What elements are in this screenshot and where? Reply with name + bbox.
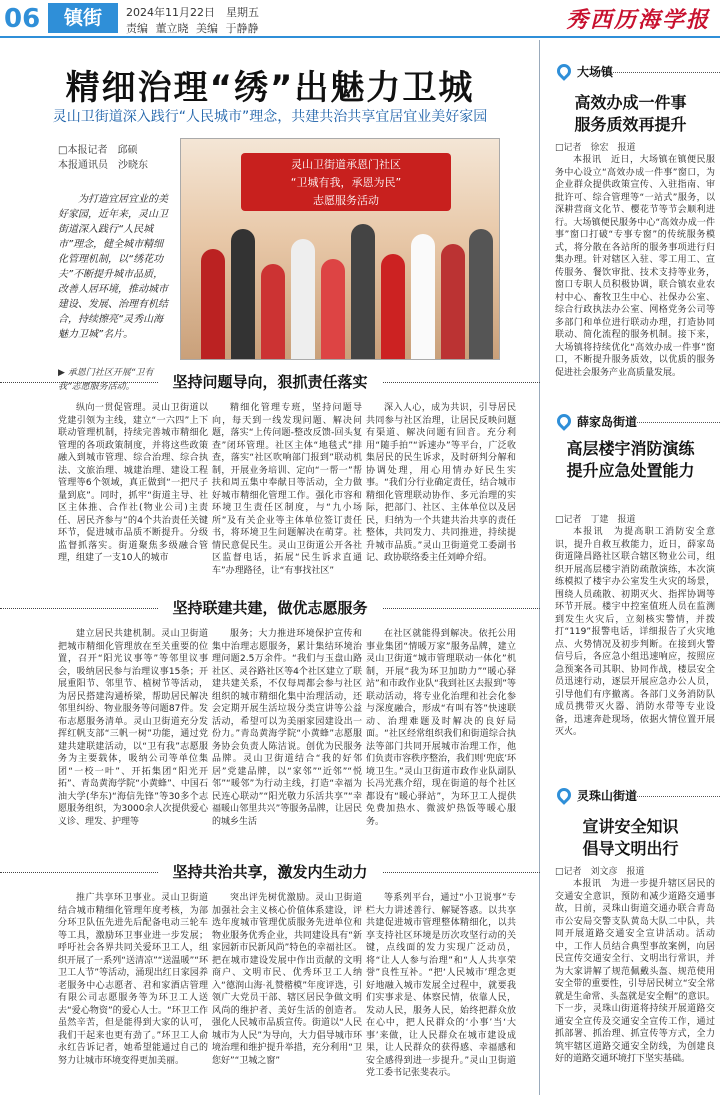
article-intro: 为打造宜居宜业的美好家园，近年来，灵山卫街道深入践行“人民城市”理念，健全城市精细化管理机制，以“绣花功夫”不断提升城市品质，改善人居环境，推动城市建设、发展、治理有机结合，持续擦亮“灵秀山海 魅力卫城”名片。 xyxy=(58,194,174,340)
side-title-3: 宣讲安全知识 倡导文明出行 xyxy=(582,817,679,858)
article-subtitle: 灵山卫街道深入践行“人民城市”理念，共建共治共享宜居宜业美好家园 xyxy=(52,109,488,125)
location-pin-icon xyxy=(554,411,574,431)
side-byline-3: □记者 刘文彦 报道 xyxy=(555,867,645,877)
section-heading-2: 坚持联建共建，做优志愿服务 xyxy=(0,596,540,620)
sec1-column-2: 精细化管理专班，坚持问题导向，每天到一线发现问题、解决问题，落实“上传问题-整改反馈-回头复查”闭环管理。社区主体“地毯式”排查，落实“社区吹响部门报到”联动机制，开展业务培训、定向“一帮一”帮扶和周五集中奉献日等活动，全力做好城市精细化管理工作。强化市容和环境卫生责任区制度，与“九小场所”及有关企业等主体单位签订责任书，将环境卫生问题解决在萌芽。社情民意促民生。灵山卫街道公开各社区监督电话，拓展“民生诉求直通车”办理路径，让“有事找社区” xyxy=(212,403,362,576)
sec3-column-2: 突出评先树优激励。灵山卫街道加强社会主义核心价值体系建设，评选年度城市管理优质服务先进单位和物业服务优秀企业，共同建设具有“新家园新市民新风尚”特色的幸福社区。把在城市建设发展中作出贡献的文明商户、文明市民、优秀环卫工人纳入“德润山海·礼赞楷模”年度评选，引领广大党员干部、辖区居民争做文明风尚的维护者、美好生活的创造者。强化人民城市品质宣传。街道以“人民城市为人民”为导向，大力倡导城市环境治理和维护提升举措，充分利用“卫您好”“卫城之窗” xyxy=(212,893,362,1066)
sec1-column-3: 深入人心，成为共识，引导居民共同参与社区治理，让居民反映问题有渠道、解决问题有回音。充分利用“随手拍”“诉速办”等平台，广泛收集居民的民生诉求，及时研判分解和协调处理，用心用情办好民生实事。“我们分行业确定责任，结合城市精细化管理联动协作、多元治理的实际，把部门、社区、主体单位以及居民，归纳为一个共建共治共享的责任整体，共同发力、共同推进，持续提升城市品质。”灵山卫街道党工委副书记、政协联络委主任刘峥介绍。 xyxy=(366,403,516,563)
sec2-column-2: 服务；大力推进环境保护宣传和集中治理志愿服务，累计集结环境治理问题2.5万余件。“我们与玉盘山路社区、灵谷路社区等4个社区建立了联建共建关系，不仅每周都会参与社区组织的城市精细化集中治理活动，还会定期开展生活垃圾分类宣讲等公益活动，希望可以为美丽家园建设出一份力。”青岛黄海学院“小黄蜂”志愿服务协会负责人陈洁说。创优为民服务品牌。灵山卫街道结合“我的好邻居”党建品牌，以“家邻”“近邻”“悦邻”“暖邻”为行动主线，打造“幸福为民连心联动”“阳光敬力乐活共享”“幸福暖山邻里共兴”等服务品牌，让居民的城乡生活 xyxy=(212,629,362,827)
section-heading-1: 坚持问题导向，狠抓责任落实 xyxy=(0,370,540,394)
article-byline xyxy=(58,143,148,173)
side-location-1: 大场镇 xyxy=(541,62,720,84)
byline-reporter: □本报记者 邱硕 xyxy=(58,145,138,156)
side-body-3: 本报讯 为进一步提升辖区居民的交通安全意识，预防和减少道路交通事故，日前，灵珠山街道交通办联合青岛市公安局交警支队黄岛大队二中队，共同开展道路交通安全宣讲活动。活动中，工作人员结合典型事故案例，向居民宣传交通安全行、文明出行常识，并为大家讲解了规范佩戴头盔、规范使用安全带的重要性，引导居民树立“安全常就是生命常、头盔就是安全帽”的意识。下一步，灵珠山街道将持续开展道路交通安全宣传及交通安全宣传工作，通过抓部署、抓治理、抓宣传等方式，全力筑牢辖区道路交通安全防线，为创建良好的道路交通环境打下坚实基础。 xyxy=(555,879,715,1064)
side-title-2: 高层楼宇消防演练 提升应急处置能力 xyxy=(566,439,695,480)
section-heading-3: 坚持共治共享，激发内生动力 xyxy=(0,860,540,884)
photo-banner: 灵山卫街道承恩门社区 “卫城有我，承恩为民” 志愿服务活动 xyxy=(241,153,451,211)
location-pin-icon xyxy=(554,61,574,81)
sec2-column-3: 在社区就能得到解决。依托公用事业集团“情暖万家”服务品牌，建立灵山卫街道“城市管理联动一体化”机制，开展“我为环卫加助力”“暖心驿站”和市政作业队“我到社区去报到”等联动活动，将专业化治理和社会化参与深度融合，形成“有叫有答”快速联动、治理难题及时解决的良好局面。“社区经常组织我们和街道综合执法等部门共同开展城市治理工作，他们负责市容秩序整治，我们则‘兜底’环境卫生。”灵山卫街道市政作业队副队长冯光燕介绍，现在街道的每个社区都设有“暖心驿站”，为环卫工人提供免费加热水、微波炉热饭等暖心服务。 xyxy=(366,629,516,827)
side-location-2: 薛家岛街道 xyxy=(541,412,720,434)
photo-caption: ▶ 承恩门社区开展“卫有我”志愿服务活动。 xyxy=(58,368,154,392)
article-title: 精细治理“绣”出魅力卫城 xyxy=(65,68,475,108)
side-body-1: 本报讯 近日，大场镇在镇便民服务中心设立“高效办成一件事”窗口，为企业群众提供政策宣传、入驻指南、审批许可、综合管理等“一站式”服务，以深耕营商文化节、樱花节等节会顺利进行。大场镇便民服务中心“高效办成一件事”窗口打破“专事专窗”的传统服务模式，将分散在各站所的服务事项进行归集办理。针对辖区入驻、零工用工、宣传服务、餐饮审批、技术支持等业务，窗口专职人员积极协调，联合镇农业农村中心、畜牧卫生中心、社保办公室、综合行政执法办公室、网格党务公司等多部门和单位进行联动办理，打造协同联动、简化流程的服务机制。接下来，大场镇将持续优化“高效办成一件事”窗口，不断提升服务质效，以优质的服务促进社会服务产业高质量发展。 xyxy=(555,155,715,378)
main-article xyxy=(0,40,540,1095)
page-header xyxy=(0,0,720,38)
editor-credits: 责编 董立晓 美编 于静静 xyxy=(126,22,259,35)
sidebar-news xyxy=(541,40,720,1095)
section-label: 镇街 xyxy=(48,3,118,33)
newspaper-brand: 秀西历海学报 xyxy=(565,7,710,33)
byline-correspondent: 本报通讯员 沙晓东 xyxy=(58,160,148,171)
page-number: 06 xyxy=(4,4,41,34)
sec3-column-3: 等系列平台，通过“小卫说事”专栏大力讲述善行、解疑答惑。以共享共建促进城市管理整体精细化，以共享支持社区环境是历次攻坚行动的关键，点线面的发力实现广泛动员，将“让人人参与治理”和“人人共享荣誉”良性互补。“把‘人民城市’理念更好地融入城市发展全过程中，就要我们实事求是、体察民情，依靠人民，发动人民，服务人民，始终把群众放在心中，把人民群众的‘小事’当‘大事’来做，让人民群众在城市建设成果，让人民群众的获得感、幸福感和安全感得到进一步提升。”灵山卫街道党工委书记张斐表示。 xyxy=(366,893,516,1078)
volunteer-group-photo xyxy=(180,138,500,360)
side-location-3: 灵珠山街道 xyxy=(541,786,720,808)
side-body-2: 本报讯 为提高职工消防安全意识，提升自救互救能力，近日，薛家岛街道隆昌路社区联合辖区物业公司，组织开展高层楼宇消防疏散演练，本次演练模拟了楼宇办公室发生火灾的场景，围绕人员疏散、初期灭火、指挥协调等环节开展。楼宇中控室值班人员在监测到发生火灾后，立刻核实警情，并拨打“119”报警电话，详细报告了火灾地点、火势情况及初步判断。在接到火警信号后，各应急小组迅速响应，按照应急预案各司其职、协同作战，楼层安全员迅速行动，逐层开展应急办公人员，引导他们有序撤离。各部门义务消防队成员携带灭火器、消防水带等专业设备，迅速奔赴现场，依据火情位置开展灭火。 xyxy=(555,527,715,737)
issue-date: 2024年11月22日 星期五 xyxy=(126,6,259,19)
side-title-1: 高效办成一件事 服务质效再提升 xyxy=(574,93,687,134)
side-byline-2: □记者 丁建 报道 xyxy=(555,515,636,525)
side-byline-1: □记者 徐宏 报道 xyxy=(555,143,636,153)
sec2-column-1: 建立居民共建机制。灵山卫街道把城市精细化管理放在至关重要的位置，召开“阳光议事等”等邻里议事会，吸纳居民参与治理议事15条；开展重阳节、邻里节、植树节等活动，为居民搭建沟通桥梁，帮助居民解决邻里纠纷、物业服务等问题87件。发布志愿服务清单。灵山卫街道充分发挥红帆支部“三帆一树”功能，通过党建共建联建活动，以“卫有我”志愿服务为主要载体，吸纳公司等单位集团“一校一叶”、开拓集团“阳光开拓”、青岛黄海学院“小黄蜂”、中国石油大学(华东)“海信先锋”等30多个志愿服务组织，为3000余人次提供爱心义诊、理发、护理等 xyxy=(58,629,208,827)
sec1-column-1: 纵向一贯促管理。灵山卫街道以党建引领为主线，建立“一六四”上下联动管理机制，持续完善城市精细化管理的各项政策制度，并将这些政策融入到城市管理、综合治理、综合执法、文旅治理、城建治理、建设工程管理等6个领域，真正做到“一把尺子量到底”。同时，抓牢“街道主导、社区主体推、合作社(物业公司)主责任、居民齐参与”的4个共治责任关键环节，促进城市品质不断提升。分级监督抓落实。街道聚焦多级融合管理，组建了一支10人的城市 xyxy=(58,403,208,563)
location-pin-icon xyxy=(554,785,574,805)
sec3-column-1: 推广共享环卫事业。灵山卫街道结合城市精细化管理年度考核，为部分环卫队伍先进先后配备电动三轮车等工具，激励环卫事业进一步发展；呼吁社会各界共同关爱环卫工人，组织开展了一系列“送清凉”“送温暖”“环卫工人节”等活动，涌现出红日家园养老服务中心志愿者、君和家酒店管理有限公司志愿服务等为环卫工人送去“爱心物资”的爱心人士。“环卫工作虽然辛苦，但是能得到大家的认可，我们干起来也更有劲了。”环卫工人俞永红告诉记者，她希望能通过自己的努力让城市环境变得更加美丽。 xyxy=(58,893,208,1066)
